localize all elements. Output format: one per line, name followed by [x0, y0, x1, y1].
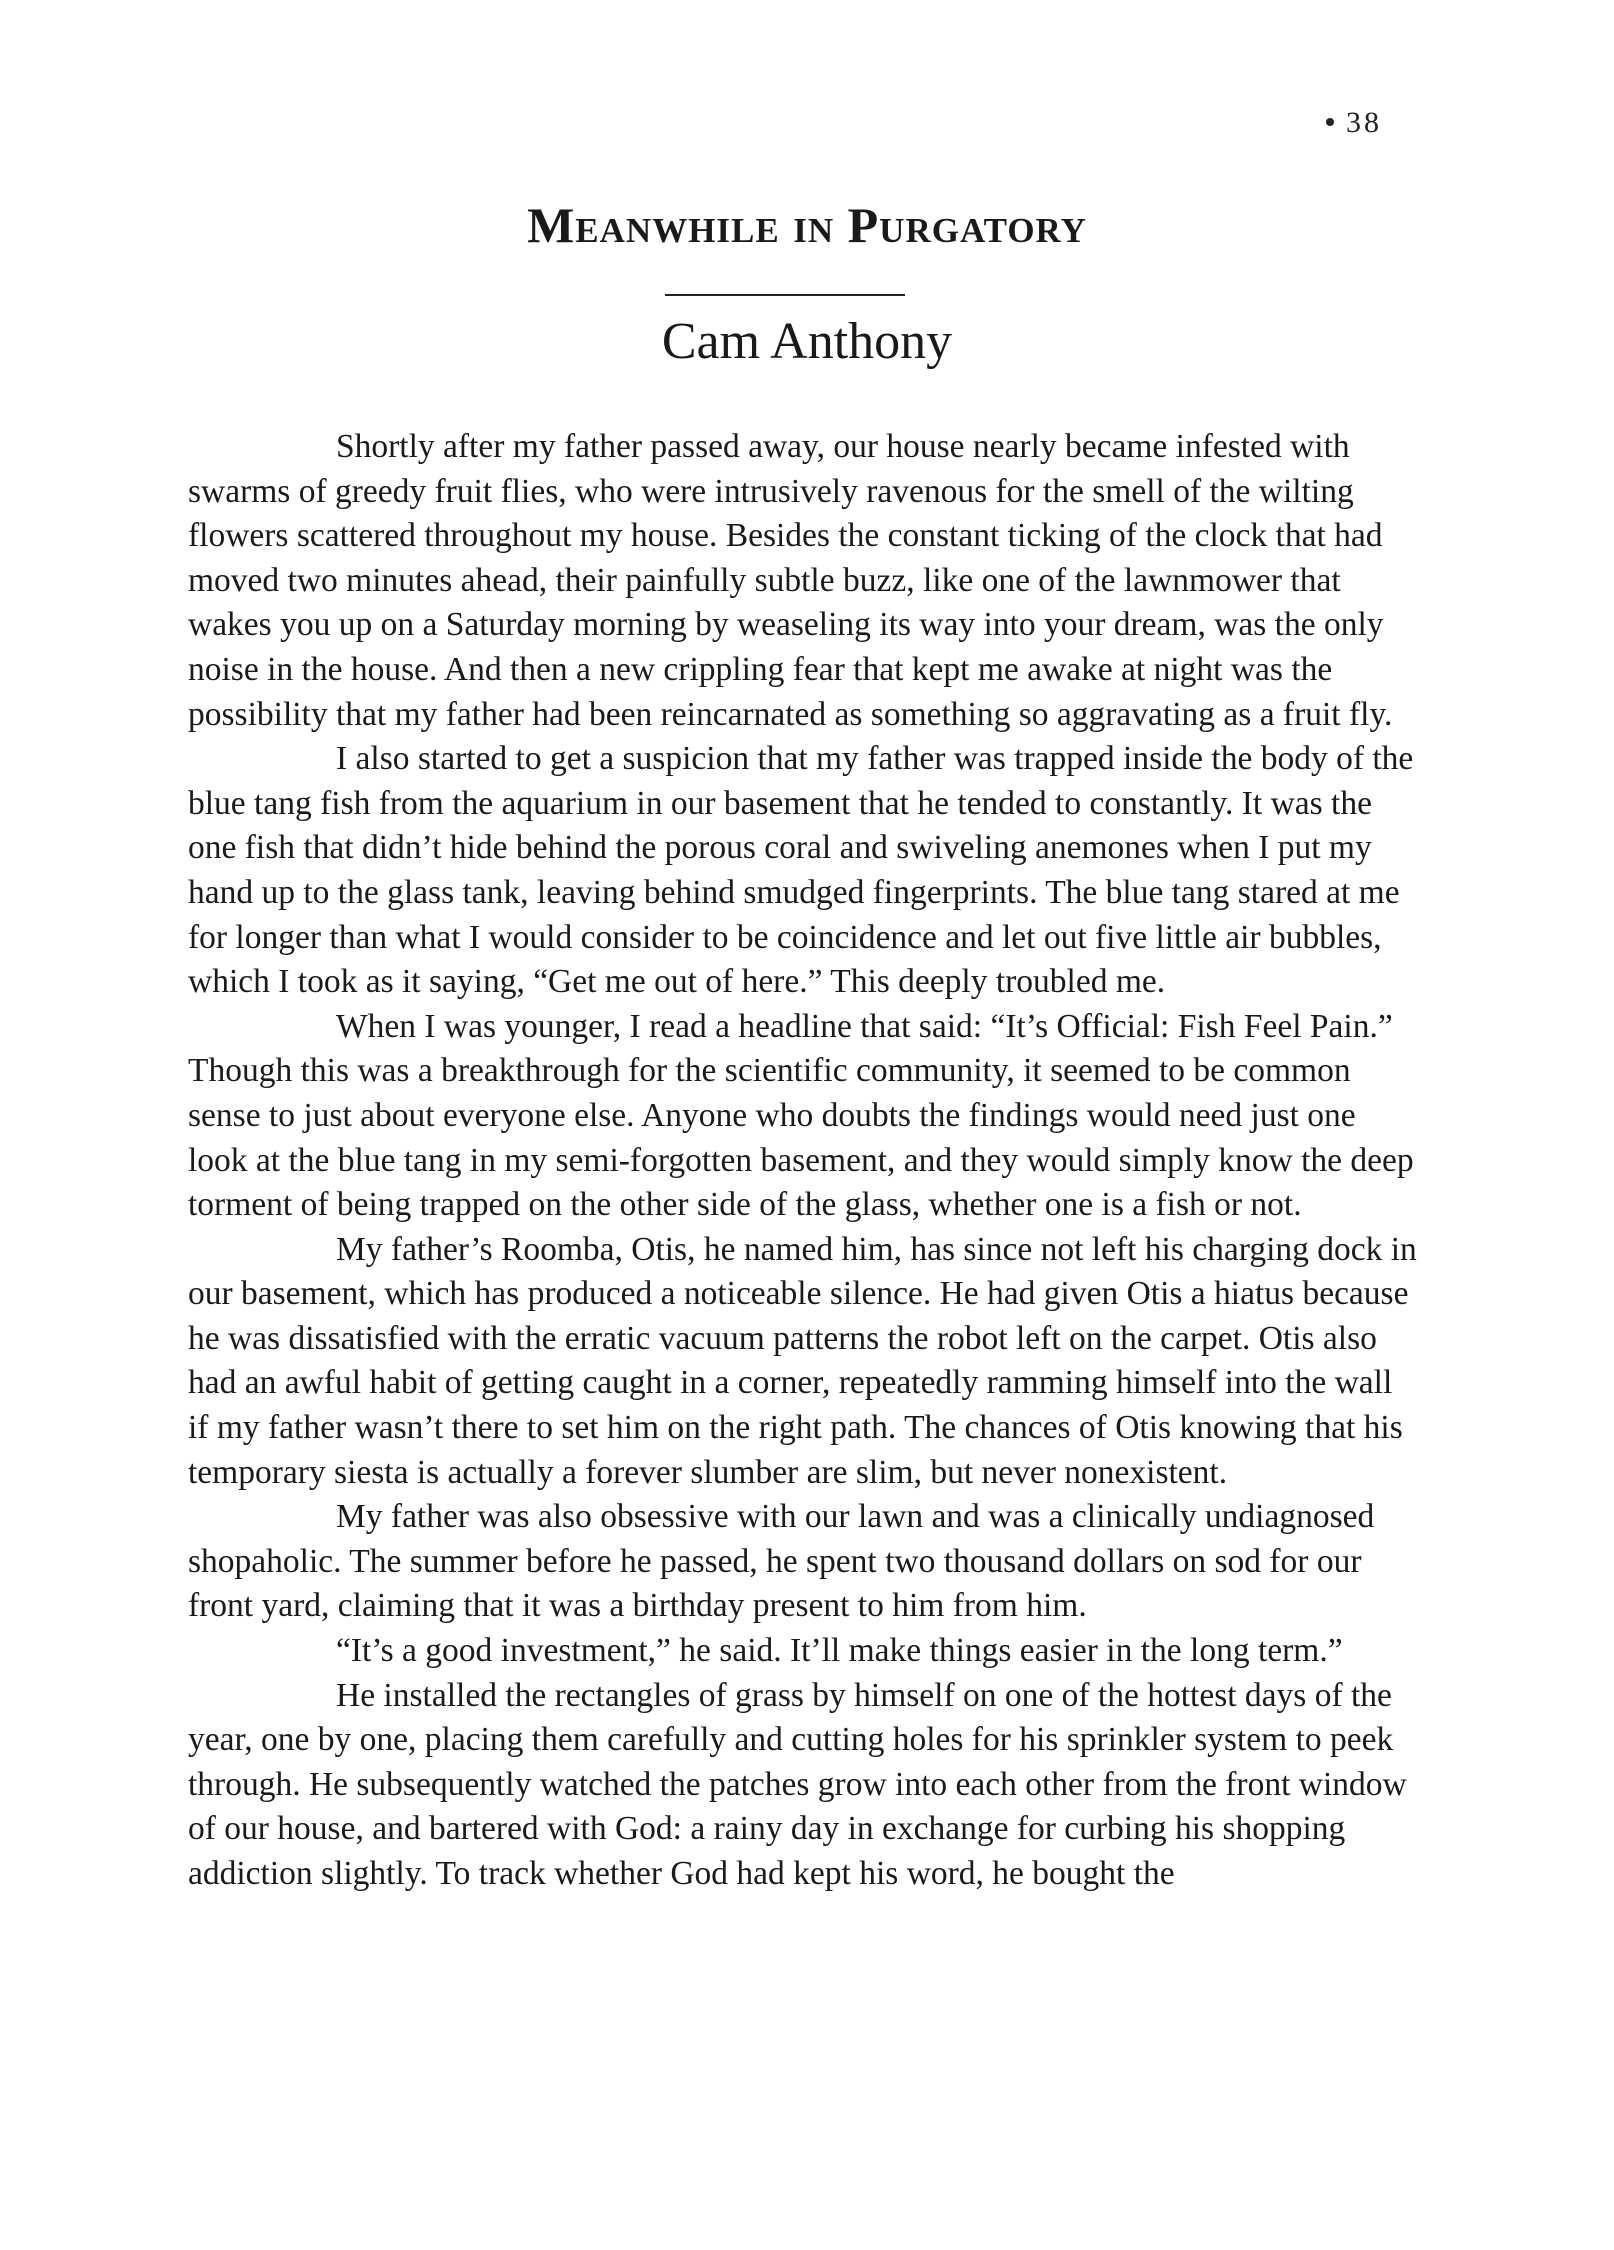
story-body [188, 425, 1420, 1897]
title-divider [665, 294, 905, 296]
paragraph: Shortly after my father passed away, our house nearly became infested with swarms of greedy fruit flies, who were intrusively ravenous for the smell of the wilting flowers scattered throughout my house. Besides the constant ticking of the clock that had moved two minutes ahead, their painfully subtle buzz, like one of the lawnmower that wakes you up on a Saturday morning by weaseling its way into your dream, was the only noise in the house. And then a new crippling fear that kept me awake at night was the possibility that my father had been reincarnated as something so aggravating as a fruit fly. [188, 428, 1393, 733]
story-title: Meanwhile in Purgatory [527, 197, 1087, 253]
page-number [1326, 106, 1382, 140]
author-name: Cam Anthony [661, 313, 953, 370]
paragraph: He installed the rectangles of grass by himself on one of the hottest days of the year, one by one, placing them carefully and cutting holes for his sprinkler system to peek through. He subsequently watched the patches grow into each other from the front window of our house, and bartered with God: a rainy day in exchange for curbing his shopping addiction slightly. To track whether God had kept his word, he bought the [188, 1676, 1407, 1892]
page-number-value: 38 [1346, 106, 1382, 139]
paragraph: I also started to get a suspicion that my father was trapped inside the body of the blue tang fish from the aquarium in our basement that he tended to constantly. It was the one fish that didn’t hide behind the porous coral and swiveling anemones when I put my hand up to the glass tank, leaving behind smudged fingerprints. The blue tang stared at me for longer than what I would consider to be coincidence and let out five little air bubbles, which I took as it saying, “Get me out of here.” This deeply troubled me. [188, 740, 1414, 1001]
paragraph: My father’s Roomba, Otis, he named him, has since not left his charging dock in our basement, which has produced a noticeable silence. He had given Otis a hiatus because he was dissatisfied with the erratic vacuum patterns the robot left on the carpet. Otis also had an awful habit of getting caught in a corner, repeatedly ramming himself into the wall if my father wasn’t there to set him on the right path. The chances of Otis knowing that his temporary siesta is actually a forever slumber are slim, but never nonexistent. [188, 1230, 1417, 1491]
paragraph: “It’s a good investment,” he said. It’ll make things easier in the long term.” [336, 1632, 1343, 1670]
paragraph: My father was also obsessive with our lawn and was a clinically undiagnosed shopaholic. The summer before he passed, he spent two thousand dollars on sod for our front yard, claiming that it was a birthday present to him from him. [188, 1498, 1375, 1625]
paragraph: When I was younger, I read a headline that said: “It’s Official: Fish Feel Pain.” Though this was a breakthrough for the scientific community, it seemed to be common sense to just about everyone else. Anyone who doubts the findings would need just one look at the blue tang in my semi-forgotten basement, and they would simply know the deep torment of being trapped on the other side of the glass, whether one is a fish or not. [188, 1007, 1414, 1224]
bullet-dot-icon [1326, 118, 1334, 126]
